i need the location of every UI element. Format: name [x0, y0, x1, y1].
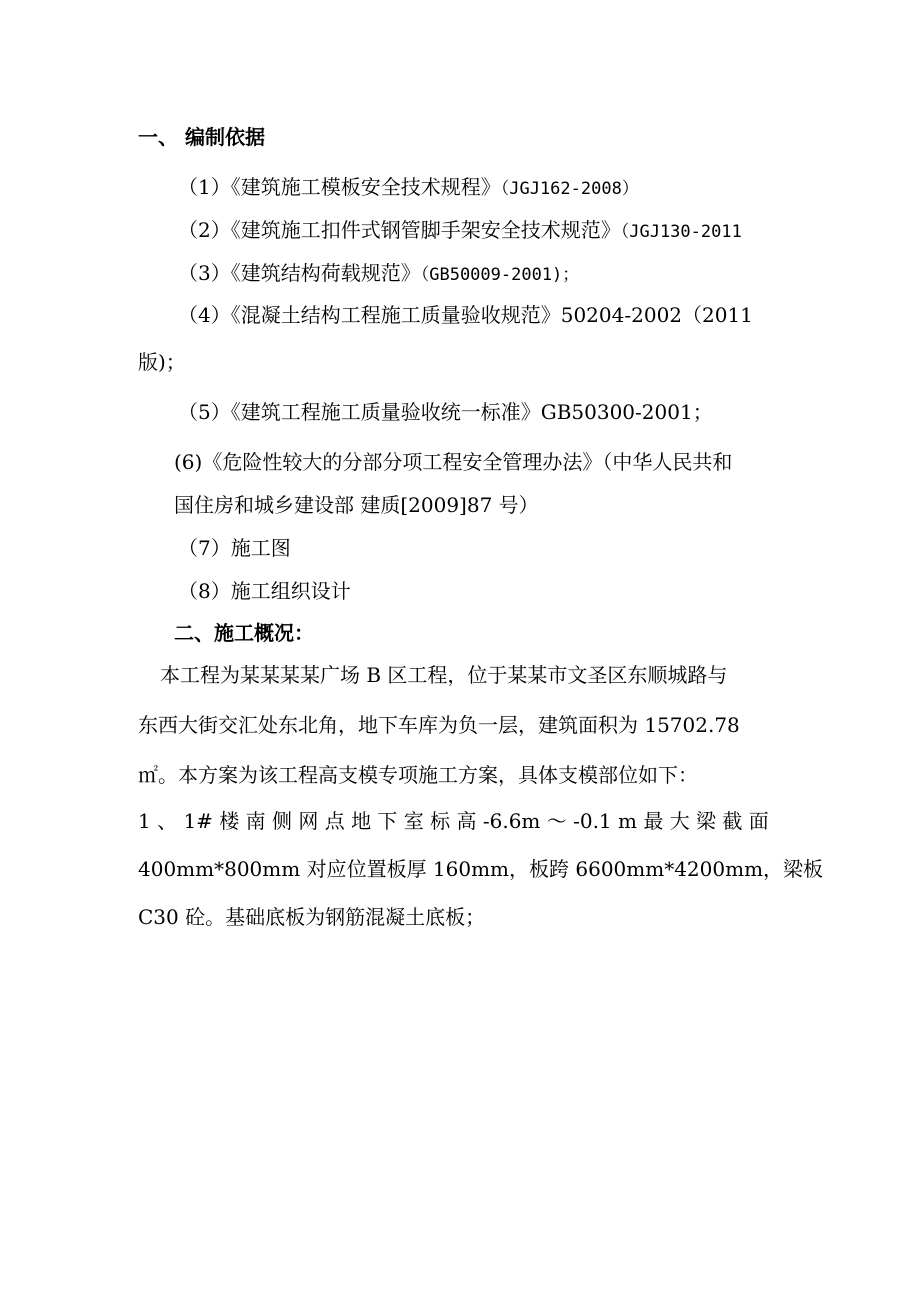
item-code: GB50300-2001；: [540, 400, 713, 424]
reference-item-1: [178, 174, 639, 202]
item-prefix: (6): [174, 450, 203, 474]
item-prefix: （7）: [178, 536, 231, 560]
reference-item-3: [178, 260, 579, 288]
item-prefix: （3）: [178, 261, 231, 285]
item-name: 施工组织设计: [230, 579, 351, 603]
support-item-1-line-1: 1 、 1# 楼 南 侧 网 点 地 下 室 标 高 -6.6m ～ -0.1 m 最 大 梁 截 面: [138, 809, 769, 833]
overview-line-2: 东西大街交汇处东北角，地下车库为负一层，建筑面积为 15702.78: [138, 713, 740, 737]
overview-line-1: 本工程为某某某某广场 B 区工程，位于某某市文圣区东顺城路与: [160, 663, 728, 687]
reference-item-4-continuation: 版)；: [138, 350, 186, 374]
item-code: （GB50009-2001)；: [420, 265, 580, 285]
item-name: 《建筑工程施工质量验收统一标准》: [230, 400, 541, 424]
item-name: 《危险性较大的分部分项工程安全管理办法》: [202, 450, 603, 474]
reference-item-6: [174, 449, 732, 475]
item-code: （JGJ130-2011: [620, 222, 742, 242]
reference-item-8: [178, 578, 351, 604]
reference-item-5: [178, 399, 713, 425]
overview-line-3: ㎡。本方案为该工程高支模专项施工方案，具体支模部位如下：: [138, 763, 698, 787]
item-code: （中华人民共和: [602, 450, 733, 474]
item-name: 《建筑结构荷载规范》: [230, 261, 421, 285]
section-2-title: 二、施工概况：: [174, 621, 314, 645]
item-prefix: （1）: [178, 175, 231, 199]
item-name: 《建筑施工模板安全技术规程》: [230, 175, 501, 199]
item-code: 50204-2002（2011: [560, 303, 753, 327]
reference-item-4: [178, 302, 753, 328]
reference-item-2: [178, 217, 742, 245]
item-name: 《建筑施工扣件式钢管脚手架安全技术规范》: [230, 218, 621, 242]
item-name: 《混凝土结构工程施工质量验收规范》: [230, 303, 561, 327]
item-prefix: （5）: [178, 400, 231, 424]
item-prefix: （8）: [178, 579, 231, 603]
support-item-1-line-3: C30 砼。基础底板为钢筋混凝土底板；: [138, 905, 486, 929]
support-item-1-line-2: 400mm*800mm 对应位置板厚 160mm，板跨 6600mm*4200mm，梁板: [138, 857, 824, 881]
item-prefix: （2）: [178, 218, 231, 242]
reference-item-6-continuation: 国住房和城乡建设部 建质[2009]87 号）: [174, 493, 539, 517]
item-prefix: （4）: [178, 303, 231, 327]
reference-item-7: [178, 535, 291, 561]
item-name: 施工图: [230, 536, 291, 560]
item-code: （JGJ162-2008）: [500, 179, 639, 199]
section-1-title: 一、 编制依据: [138, 125, 265, 149]
